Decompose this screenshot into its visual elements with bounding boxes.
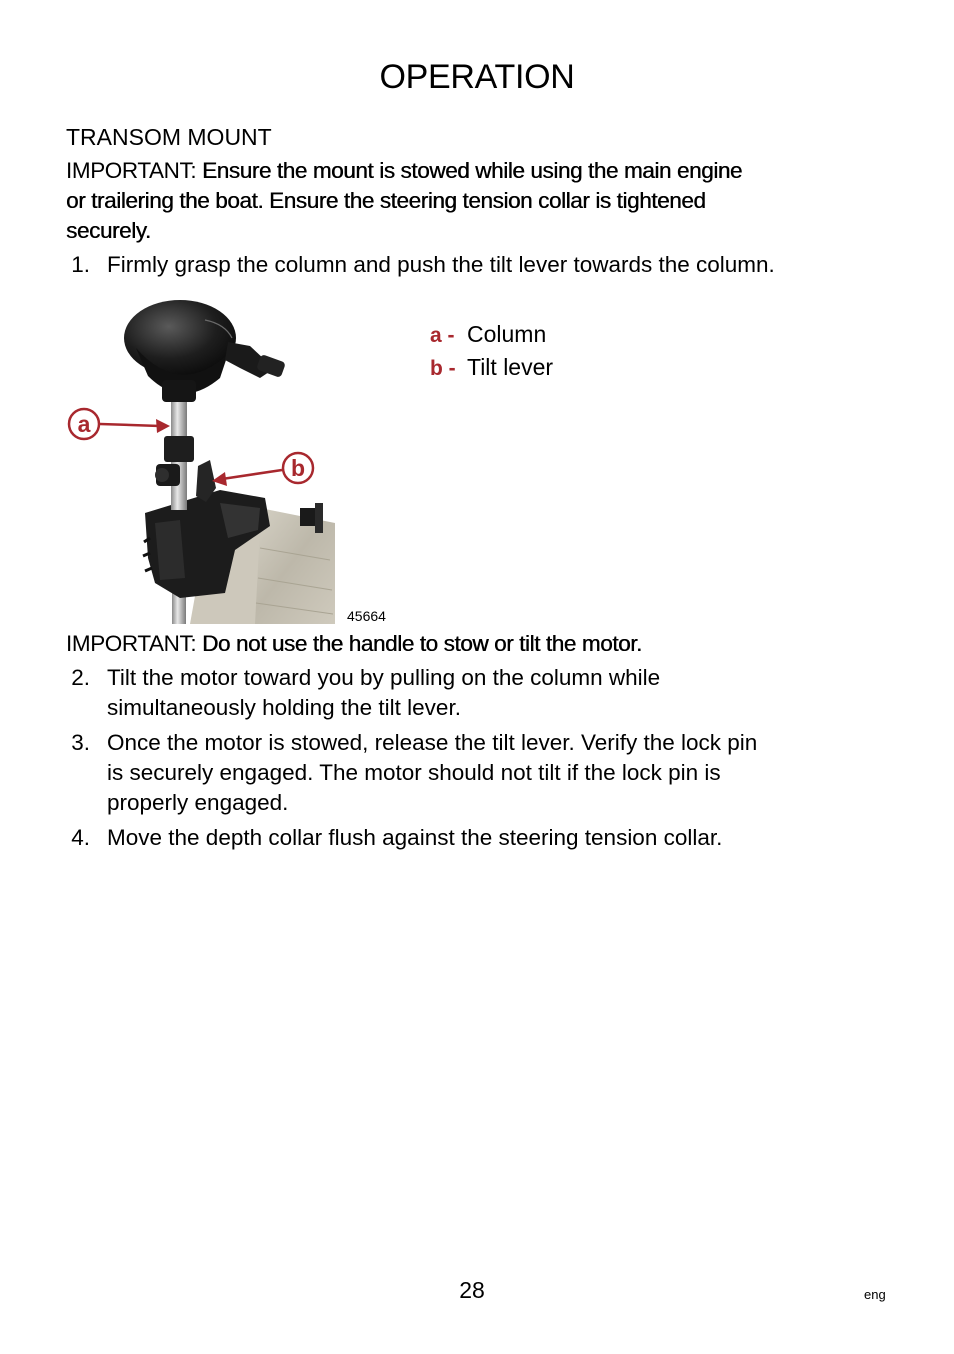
step-number: 1. xyxy=(71,252,90,277)
legend-item-tilt-lever xyxy=(430,351,553,384)
step-text-line-2: simultaneously holding the tilt lever. xyxy=(107,695,461,720)
callout-a-label: a xyxy=(77,411,91,437)
step-1 xyxy=(66,250,866,280)
step-2 xyxy=(66,663,866,723)
step-text-line-3: properly engaged. xyxy=(107,790,289,815)
step-number: 4. xyxy=(71,825,90,850)
language-code: eng xyxy=(864,1287,886,1302)
figure-number: 45664 xyxy=(347,608,386,624)
step-3 xyxy=(66,728,866,818)
important-lead: IMPORTANT: xyxy=(66,631,197,656)
step-text-line-1: Once the motor is stowed, release the tilt lever. Verify the lock pin xyxy=(107,730,758,755)
legend-label: Column xyxy=(467,321,547,347)
legend-label: Tilt lever xyxy=(467,354,554,380)
step-text: Move the depth collar flush against the steering tension collar. xyxy=(107,825,723,850)
important-text-line-3: securely. xyxy=(66,218,151,243)
page-number: 28 xyxy=(459,1277,485,1303)
motor-mount-figure xyxy=(60,298,340,624)
step-text-line-2: is securely engaged. The motor should not tilt if the lock pin is xyxy=(107,760,721,785)
callout-a xyxy=(69,409,170,439)
important-line-1 xyxy=(66,156,866,186)
legend-item-column xyxy=(430,318,553,351)
important-notice-handle xyxy=(66,629,866,659)
important-lead: IMPORTANT: xyxy=(66,158,197,183)
important-text: Do not use the handle to stow or tilt the motor. xyxy=(202,631,642,656)
steering-collar xyxy=(155,436,194,486)
step-4 xyxy=(66,823,866,853)
step-number: 2. xyxy=(71,665,90,690)
section-title: TRANSOM MOUNT xyxy=(66,124,272,150)
important-text-line-2: or trailering the boat. Ensure the steering tension collar is tightened xyxy=(66,188,706,213)
callout-b-label: b xyxy=(290,455,306,481)
page-title: OPERATION xyxy=(379,58,575,96)
legend-key: a - xyxy=(430,324,455,347)
figure-legend xyxy=(430,318,553,384)
legend-key: b - xyxy=(430,357,456,380)
step-text: Firmly grasp the column and push the tilt lever towards the column. xyxy=(107,252,775,277)
step-text-line-1: Tilt the motor toward you by pulling on the column while xyxy=(107,665,661,690)
important-text-line-1: Ensure the mount is stowed while using the main engine xyxy=(202,158,743,183)
important-notice-stow xyxy=(66,156,866,246)
motor-head xyxy=(124,300,286,402)
step-number: 3. xyxy=(71,730,90,755)
callout-b xyxy=(212,453,313,486)
